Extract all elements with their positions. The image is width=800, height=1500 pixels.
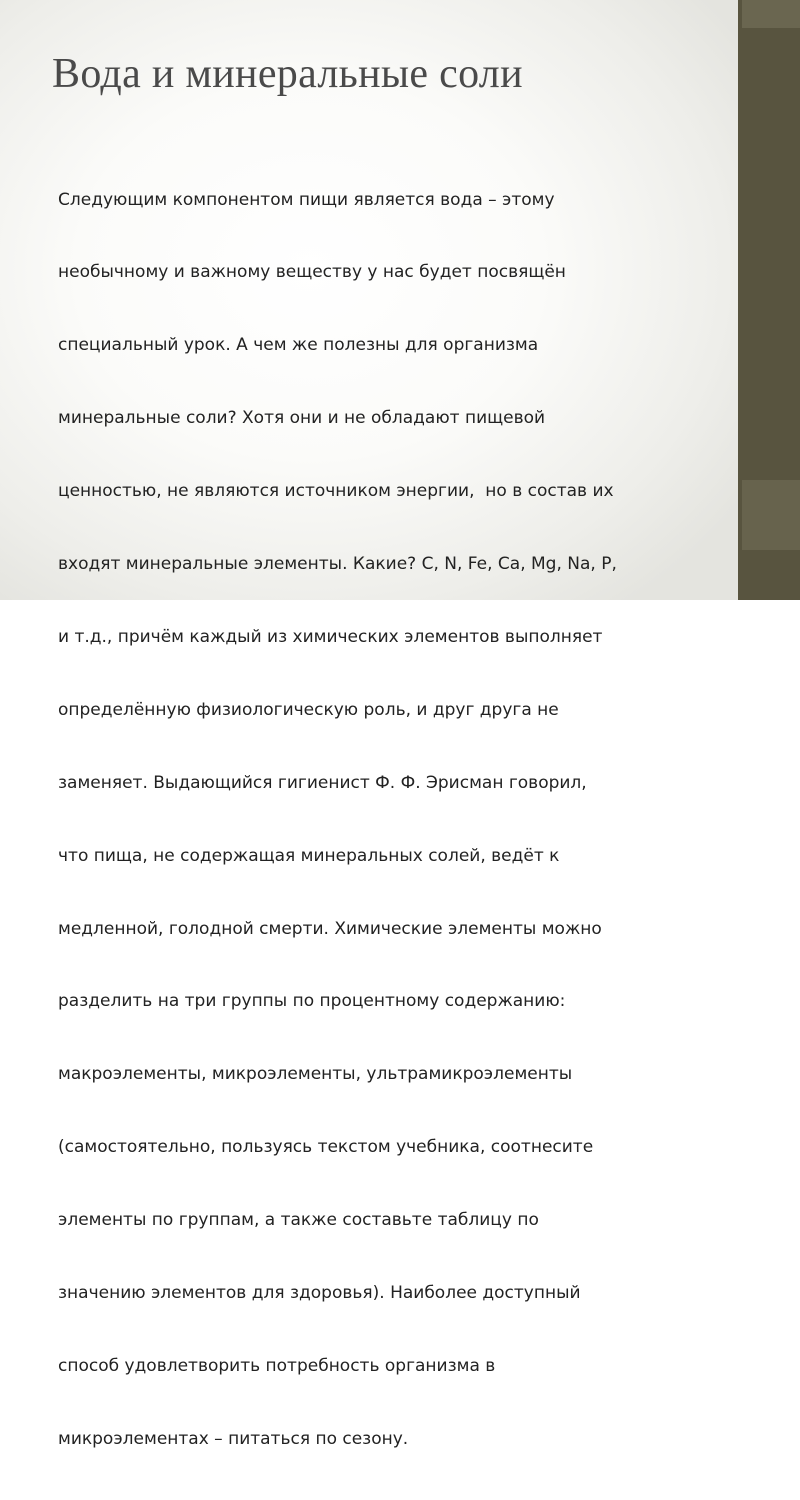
body-line: необычному и важному веществу у нас будет посвящён (58, 262, 566, 283)
slide-body-text (58, 139, 730, 1500)
slide-title: Вода и минеральные соли (52, 51, 523, 97)
body-line: Следующим компонентом пищи является вода – этому (58, 189, 555, 210)
body-line: способ удовлетворить потребность организма в (58, 1355, 496, 1376)
body-line: заменяет. Выдающийся гигиенист Ф. Ф. Эрисман говорил, (58, 772, 587, 793)
body-line: минеральные соли? Хотя они и не обладают пищевой (58, 408, 546, 429)
body-line: макроэлементы, микроэлементы, ультрамикроэлементы (58, 1064, 573, 1085)
body-line: значению элементов для здоровья). Наиболее доступный (58, 1282, 581, 1303)
body-line: что пища, не содержащая минеральных солей, ведёт к (58, 845, 560, 866)
body-line: (самостоятельно, пользуясь текстом учебника, соотнесите (58, 1137, 594, 1158)
side-bar-accent-bottom (742, 480, 800, 550)
body-line: ценностью, не являются источником энергии, но в состав их (58, 481, 614, 502)
body-line: медленной, голодной смерти. Химические элементы можно (58, 918, 602, 939)
side-bar-accent-top (742, 0, 800, 28)
body-line: элементы по группам, а также составьте таблицу по (58, 1210, 539, 1231)
body-line: и т.д., причём каждый из химических элементов выполняет (58, 626, 603, 647)
body-line: разделить на три группы по процентному содержанию: (58, 991, 566, 1012)
body-line: определённую физиологическую роль, и друг друга не (58, 699, 559, 720)
body-line: микроэлементах – питаться по сезону. (58, 1428, 409, 1449)
body-line: специальный урок. А чем же полезны для организма (58, 335, 539, 356)
body-line: входят минеральные элементы. Какие? C, N, Fe, Ca, Mg, Na, P, (58, 554, 617, 575)
